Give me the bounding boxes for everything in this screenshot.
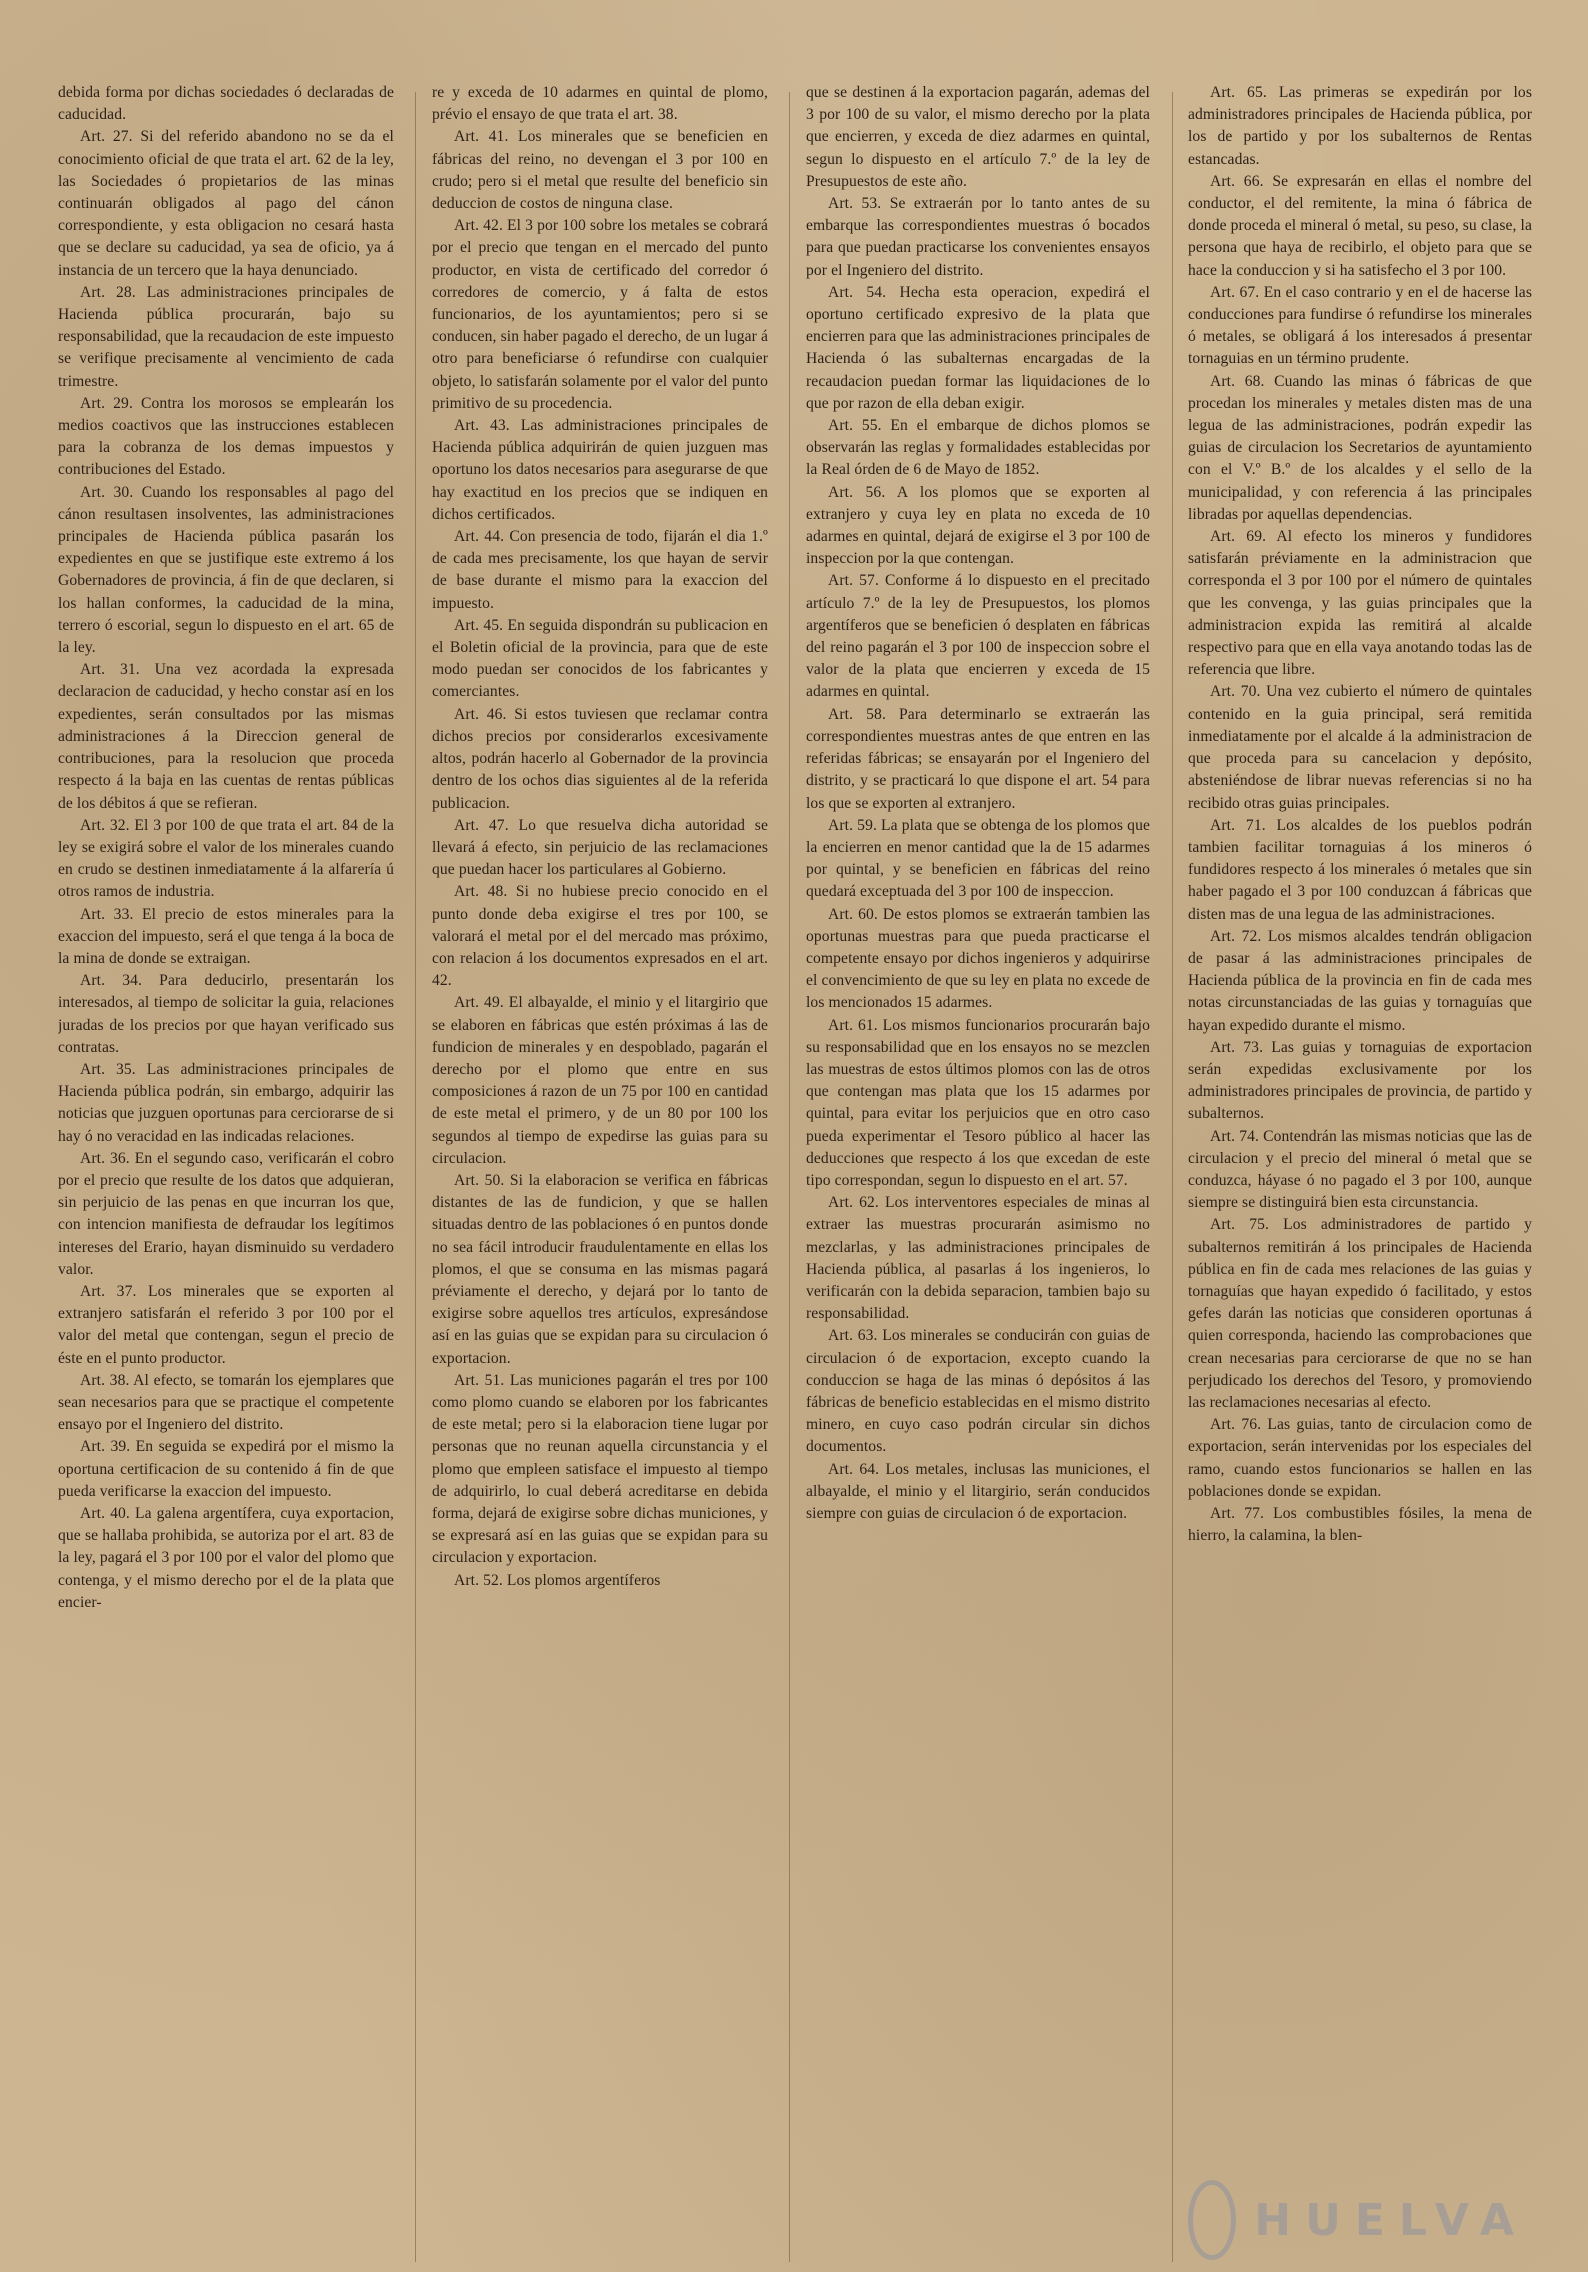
paragraph: Art. 30. Cuando los responsables al pago del cánon resultasen insolventes, las administraciones principales de Hacienda pública pasarán los expedientes en que se justifique este extremo á los Gobernadores de provincia, á fin de que declaren, si los hallan conformes, la caducidad de la mina, terrero ó escorial, segun lo dispuesto en el art. 65 de la ley. — [58, 483, 394, 657]
text-column-3 — [806, 82, 1150, 2257]
paragraph: Art. 72. Los mismos alcaldes tendrán obligacion de pasar á las administraciones principales de Hacienda pública de la provincia en fin de cada mes notas circunstanciadas de las guias y tornaguías que hayan expedido durante el mismo. — [1188, 927, 1532, 1034]
paragraph: Art. 65. Las primeras se expedirán por los administradores principales de Hacienda pública, por los de partido y por los subalternos de Rentas estancadas. — [1188, 84, 1532, 168]
paragraph: Art. 42. El 3 por 100 sobre los metales se cobrará por el precio que tengan en el mercado del punto productor, en vista de certificado del corredor ó corredores de comercio, y á falta de estos funcionarios, de los ayuntamientos; pero si se conducen, sin haber pagado el derecho, de un lugar á otro para beneficiarse ó refundirse con cualquier objeto, lo satisfarán solamente por el valor del punto primitivo de su procedencia. — [432, 217, 768, 412]
paragraph: Art. 32. El 3 por 100 de que trata el art. 84 de la ley se exigirá sobre el valor de los minerales cuando en crudo se destinen inmediatamente á la alfarería ú otros ramos de industria. — [58, 816, 394, 901]
paragraph: Art. 56. A los plomos que se exporten al extranjero y cuya ley en plata no exceda de 10 adarmes en quintal, dejará de exigirse el 3 por 100 de inspeccion por la que contengan. — [806, 483, 1150, 568]
paragraph: Art. 39. En seguida se expedirá por el mismo la oportuna certificacion de su contenido á fin de que pueda verificarse la exaccion del impuesto. — [58, 1438, 394, 1500]
paragraph: Art. 77. Los combustibles fósiles, la mena de hierro, la calamina, la blen- — [1188, 1505, 1532, 1545]
paragraph: Art. 34. Para deducirlo, presentarán los interesados, al tiempo de solicitar la guia, relaciones juradas de los precios por que hayan verificado sus contratas. — [58, 972, 394, 1056]
paragraph: Art. 63. Los minerales se conducirán con guias de circulacion ó de exportacion, excepto cuando la conduccion se haga de las minas ó depósitos á las fábricas de beneficio establecidas en el mismo distrito minero, en cuyo caso podrán circular sin dichos documentos. — [806, 1327, 1150, 1456]
paragraph: Art. 27. Si del referido abandono no se da el conocimiento oficial de que trata el art. 62 de la ley, las Sociedades ó propietarios de las minas continuarán obligados al pago del cánon correspondiente, y esta obligacion no cesará hasta que se declare su caducidad, ya sea de oficio, ya á instancia de un tercero que la haya denunciado. — [58, 128, 394, 279]
paragraph: debida forma por dichas sociedades ó declaradas de caducidad. — [58, 84, 394, 124]
paragraph: Art. 67. En el caso contrario y en el de hacerse las conducciones para fundirse ó refundirse los minerales ó metales, se obligará á los interesados á presentar tornaguias en un término prudente. — [1188, 283, 1532, 368]
paragraph: Art. 66. Se expresarán en ellas el nombre del conductor, el del remitente, la mina ó fábrica de donde proceda el mineral ó metal, su peso, su clase, la persona que haya de recibirlo, el objeto para que se hace la conduccion y si ha satisfecho el 3 por 100. — [1188, 172, 1532, 279]
text-column-1 — [58, 82, 394, 2257]
paragraph: Art. 33. El precio de estos minerales para la exaccion del impuesto, será el que tenga á la boca de la mina de donde se extraigan. — [58, 905, 394, 967]
paragraph: Art. 62. Los interventores especiales de minas al extraer las muestras procurarán asimismo no mezclarlas, y las administraciones principales de Hacienda pública, al pasarlas á los ingenieros, lo verificarán con la debida separacion, tambien bajo su responsabilidad. — [806, 1194, 1150, 1323]
paragraph: Art. 38. Al efecto, se tomarán los ejemplares que sean necesarios para que se practique el competente ensayo por el Ingeniero del distrito. — [58, 1371, 394, 1434]
paragraph: Art. 40. La galena argentífera, cuya exportacion, que se hallaba prohibida, se autoriza por el art. 83 de la ley, pagará el 3 por 100 por el valor del plomo que contenga, y el mismo derecho por el de la plata que encier- — [58, 1505, 394, 1611]
paragraph: Art. 58. Para determinarlo se extraerán las correspondientes muestras antes de que entren en las referidas fábricas; se ensayarán por el Ingeniero del distrito, y se practicará lo que dispone el art. 54 para los que se exporten al extranjero. — [806, 705, 1150, 812]
seal-icon — [1188, 2180, 1236, 2260]
paragraph: Art. 74. Contendrán las mismas noticias que las de circulacion y el precio del mineral ó metal que se conduzca, háyase ó no pagado el 3 por 100, aunque siempre se distinguirá bien esta circunstancia. — [1188, 1127, 1532, 1212]
paragraph: Art. 47. Lo que resuelva dicha autoridad se llevará á efecto, sin perjuicio de las reclamaciones que puedan hacer los particulares al Gobierno. — [432, 816, 768, 879]
paragraph: Art. 46. Si estos tuviesen que reclamar contra dichos precios por considerarlos excesivamente altos, podrán hacerlo al Gobernador de la provincia dentro de los ochos dias siguientes al de la referida publicacion. — [432, 705, 768, 812]
watermark-text: HUELVA — [1254, 2194, 1528, 2246]
paragraph: Art. 31. Una vez acordada la expresada declaracion de caducidad, y hecho constar así en los expedientes, serán consultados por las mismas administraciones á la Direccion general de contribuciones, para la resolucion que proceda respecto á la baja en las cuentas de rentas públicas de los débitos á que se refieran. — [58, 661, 394, 812]
newspaper-page — [58, 82, 1536, 2257]
paragraph: Art. 37. Los minerales que se exporten al extranjero satisfarán el referido 3 por 100 por el valor del metal que contengan, segun el precio de éste en el punto productor. — [58, 1282, 394, 1367]
paragraph: Art. 55. En el embarque de dichos plomos se observarán las reglas y formalidades establecidas por la Real órden de 6 de Mayo de 1852. — [806, 417, 1150, 479]
paragraph: Art. 59. La plata que se obtenga de los plomos que la encierren en menor cantidad que la de 15 adarmes por quintal, y se beneficien en fábricas del reino quedará exceptuada del 3 por 100 de inspeccion. — [806, 816, 1150, 901]
paragraph: Art. 36. En el segundo caso, verificarán el cobro por el precio que resulte de los datos que adquieran, sin perjuicio de las penas en que incurran los que, con intencion manifiesta de defraudar los legítimos intereses del Erario, hayan disminuido su verdadero valor. — [58, 1149, 394, 1278]
paragraph: Art. 41. Los minerales que se beneficien en fábricas del reino, no devengan el 3 por 100 en crudo; pero si el metal que resulte del beneficio sin deduccion de costos de ninguna clase. — [432, 128, 768, 213]
text-column-2 — [432, 82, 768, 2257]
paragraph: Art. 35. Las administraciones principales de Hacienda pública podrán, sin embargo, adquirir las noticias que juzguen oportunas para cerciorarse de si hay ó no veracidad en las indicadas relaciones. — [58, 1060, 394, 1145]
paragraph: Art. 61. Los mismos funcionarios procurarán bajo su responsabilidad que en los ensayos no se mezclen las muestras de estos últimos plomos con las de otros que contengan mas plata que los 15 adarmes por quintal, para evitar los perjuicios que en otro caso pueda experimentar el Tesoro público al hacer las deducciones que respecto á los que excedan de este tipo correspondan, segun lo dispuesto en el art. 57. — [806, 1016, 1150, 1189]
paragraph: Art. 73. Las guias y tornaguias de exportacion serán expedidas exclusivamente por los administradores principales de provincia, de partido y subalternos. — [1188, 1038, 1532, 1123]
paragraph: re y exceda de 10 adarmes en quintal de plomo, prévio el ensayo de que trata el art. 38. — [432, 84, 768, 124]
paragraph: Art. 43. Las administraciones principales de Hacienda pública adquirirán de quien juzguen mas oportuno los datos necesarios para asegurarse de que hay exactitud en los precios que se indiquen en dichos certificados. — [432, 417, 768, 523]
paragraph: Art. 44. Con presencia de todo, fijarán el dia 1.º de cada mes precisamente, los que hayan de servir de base durante el mismo para la exaccion del impuesto. — [432, 528, 768, 612]
paragraph: Art. 50. Si la elaboracion se verifica en fábricas distantes de las de fundicion, y que se hallen situadas dentro de las poblaciones ó en puntos donde no sea fácil introducir fraudulentamente en ellas los plomos, el que se consuma en las mismas pagará préviamente el derecho, y dejará por lo tanto de exigirse sobre aquellos tres artículos, expresándose así en las guias que se expidan para su circulacion ó exportacion. — [432, 1171, 768, 1367]
paragraph: Art. 57. Conforme á lo dispuesto en el precitado artículo 7.º de la ley de Presupuestos, los plomos argentíferos que se beneficien ó desplaten en fábricas del reino pagarán el 3 por 100 de inspeccion sobre el valor de la plata que encierren y exceda de 15 adarmes en quintal. — [806, 572, 1150, 701]
paragraph: Art. 49. El albayalde, el minio y el litargirio que se elaboren en fábricas que estén próximas á las de fundicion de minerales y en despoblado, pagarán el derecho por el plomo que entre en sus composiciones á razon de un 75 por 100 en cantidad de este metal el primero, y de un 80 por 100 los segundos al tiempo de expedirse las guias para su circulacion. — [432, 994, 768, 1167]
paragraph: Art. 28. Las administraciones principales de Hacienda pública procurarán, bajo su responsabilidad, que la recaudacion de este impuesto se verifique precisamente al vencimiento de cada trimestre. — [58, 283, 394, 390]
paragraph: Art. 29. Contra los morosos se emplearán los medios coactivos que las instrucciones establecen para la cobranza de los demas impuestos y contribuciones del Estado. — [58, 394, 394, 479]
paragraph: Art. 51. Las municiones pagarán el tres por 100 como plomo cuando se elaboren por los fabricantes de este metal; pero si la elaboracion tiene lugar por personas que no reunan aquella circunstancia y el plomo que empleen satisface el impuesto al tiempo de adquirirlo, lo cual deberá acreditarse en debida forma, dejará de exigirse sobre dichas municiones, y se expresará así en las guias que se expidan para su circulacion y exportacion. — [432, 1371, 768, 1567]
library-watermark — [1188, 2175, 1528, 2265]
paragraph: Art. 75. Los administradores de partido y subalternos remitirán á los principales de Hacienda pública en fin de cada mes relaciones de las guias y tornaguías que hayan expedido ó facilitado, y estos gefes darán las noticias que consideren oportunas á quien corresponda, haciendo las comprobaciones que crean necesarias para cerciorarse de que no se han perjudicado los derechos del Tesoro, y promoviendo las reclamaciones necesarias al efecto. — [1188, 1216, 1532, 1411]
paragraph: Art. 48. Si no hubiese precio conocido en el punto donde deba exigirse el tres por 100, se valorará el metal por el del mercado mas próximo, con relacion á los documentos expresados en el art. 42. — [432, 883, 768, 990]
paragraph: Art. 53. Se extraerán por lo tanto antes de su embarque las correspondientes muestras ó bocados para que puedan practicarse los convenientes ensayos por el Ingeniero del distrito. — [806, 195, 1150, 279]
paragraph: Art. 76. Las guias, tanto de circulacion como de exportacion, serán intervenidas por los especiales del ramo, cuando estos funcionarios se hallen en las poblaciones donde se expidan. — [1188, 1416, 1532, 1500]
paragraph: Art. 64. Los metales, inclusas las municiones, el albayalde, el minio y el litargirio, serán conducidos siempre con guias de circulacion ó de exportacion. — [806, 1460, 1150, 1522]
paragraph: Art. 68. Cuando las minas ó fábricas de que procedan los minerales y metales disten mas de una legua de las administraciones, podrán expedir las guias de circulacion los Secretarios de ayuntamiento con el V.º B.º de los alcaldes y el sello de la municipalidad, y con referencia á las principales libradas por aquellas dependencias. — [1188, 372, 1532, 523]
paragraph: Art. 70. Una vez cubierto el número de quintales contenido en la guia principal, será remitida inmediatamente por el alcalde á la administracion de que proceda para su cancelacion y depósito, absteniéndose de librar nuevas referencias si no ha recibido otras guias principales. — [1188, 683, 1532, 812]
paragraph: Art. 71. Los alcaldes de los pueblos podrán tambien facilitar tornaguias á los mineros ó fundidores respecto á los minerales ó metales que sin haber pagado el 3 por 100 conduzcan á fábricas que disten mas de una legua de las administraciones. — [1188, 816, 1532, 923]
paragraph: Art. 69. Al efecto los mineros y fundidores satisfarán préviamente en la administracion que corresponda el 3 por 100 por el número de quintales que les convenga, y las guias principales que la administracion expida las remitirá al alcalde respectivo para que en ella vaya anotando todas las de referencia que libre. — [1188, 528, 1532, 679]
paragraph: que se destinen á la exportacion pagarán, ademas del 3 por 100 de su valor, el mismo derecho por la plata que encierren, y exceda de diez adarmes en quintal, segun lo dispuesto en el artículo 7.º de la ley de Presupuestos de este año. — [806, 84, 1150, 190]
paragraph: Art. 60. De estos plomos se extraerán tambien las oportunas muestras para que pueda practicarse el competente ensayo por dichos ingenieros y adquirirse el convencimiento de que su ley en plata no excede de los mencionados 15 adarmes. — [806, 905, 1150, 1012]
paragraph: Art. 54. Hecha esta operacion, expedirá el oportuno certificado expresivo de la plata que encierren para que las administraciones principales de Hacienda ó las subalternas encargadas de la recaudacion puedan formar las liquidaciones de lo que por razon de ella deban exigir. — [806, 283, 1150, 412]
paragraph: Art. 45. En seguida dispondrán su publicacion en el Boletin oficial de la provincia, para que de este modo puedan ser conocidos de los fabricantes y comerciantes. — [432, 616, 768, 701]
paragraph: Art. 52. Los plomos argentíferos — [454, 1571, 661, 1589]
text-column-4 — [1188, 82, 1532, 2257]
